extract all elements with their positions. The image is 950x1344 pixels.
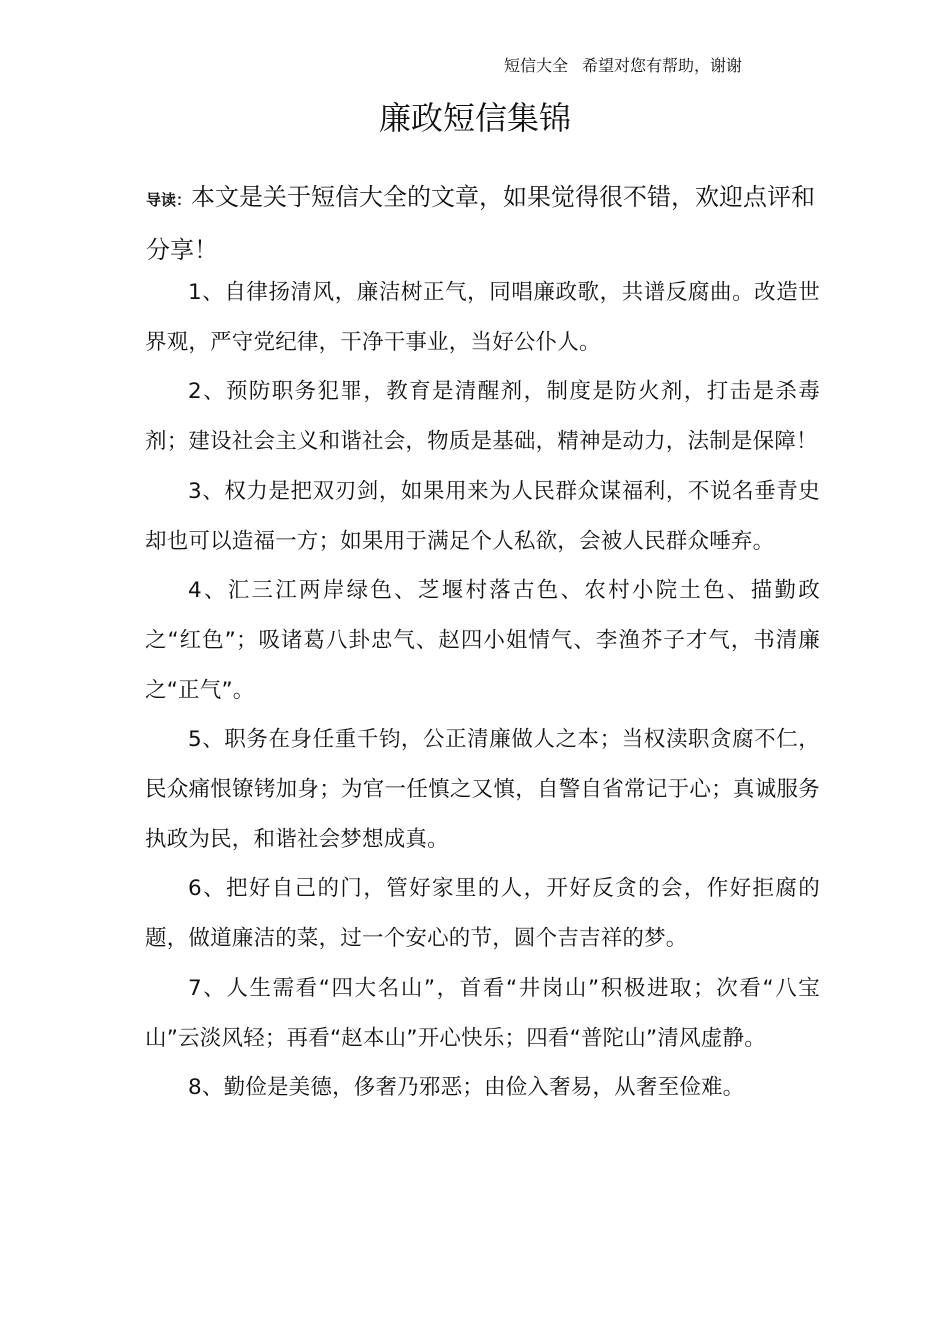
message-item: 2、预防职务犯罪，教育是清醒剂，制度是防火剂，打击是杀毒剂；建设社会主义和谐社会，物质是基础，精神是动力，法制是保障！ — [145, 379, 820, 455]
message-list — [145, 268, 820, 1113]
message-item: 5、职务在身任重千钧，公正清廉做人之本；当权渎职贪腐不仁，民众痛恨镣铐加身；为官一任慎之又慎，自警自省常记于心；真诚服务执政为民，和谐社会梦想成真。 — [145, 727, 820, 852]
header-note-text: 希望对您有帮助，谢谢 — [582, 56, 743, 75]
message-item: 7、人生需看“四大名山”，首看“井岗山”积极进取；次看“八宝山”云淡风轻；再看“赵本山”开心快乐；四看“普陀山”清风虚静。 — [145, 975, 820, 1051]
intro-text: 本文是关于短信大全的文章，如果觉得很不错，欢迎点评和分享！ — [146, 183, 816, 264]
message-item: 6、把好自己的门，管好家里的人，开好反贪的会，作好拒腐的题，做道廉洁的菜，过一个安心的节，圆个吉吉祥的梦。 — [145, 876, 820, 952]
message-item: 1、自律扬清风，廉洁树正气，同唱廉政歌，共谱反腐曲。改造世界观，严守党纪律，干净干事业，当好公仆人。 — [145, 280, 820, 355]
message-item: 4、汇三江两岸绿色、芝堰村落古色、农村小院土色、描勤政之“红色”；吸诸葛八卦忠气、赵四小姐情气、李渔芥子才气，书清廉之“正气”。 — [145, 578, 820, 703]
intro-paragraph — [146, 172, 818, 275]
intro-label: 导读： — [146, 191, 192, 209]
message-item: 8、勤俭是美德，侈奢乃邪恶；由俭入奢易，从奢至俭难。 — [188, 1075, 745, 1101]
header-site: 短信大全 — [504, 56, 569, 75]
document-title: 廉政短信集锦 — [378, 99, 571, 137]
page-header — [504, 54, 742, 78]
message-item: 3、权力是把双刃剑，如果用来为人民群众谋福利，不说名垂青史却也可以造福一方；如果用于满足个人私欲，会被人民群众唾弃。 — [145, 478, 820, 554]
